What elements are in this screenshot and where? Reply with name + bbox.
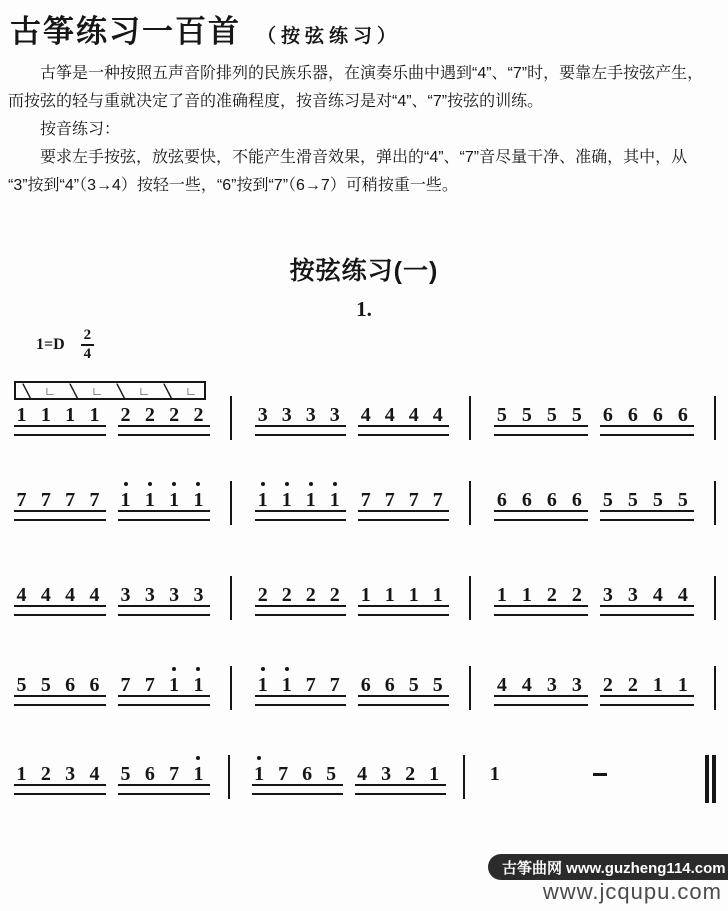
note: 2 [144, 404, 155, 426]
barline [469, 396, 471, 440]
barline [230, 666, 232, 710]
note: 1 [429, 763, 440, 785]
note: 2 [40, 763, 51, 785]
note: 4 [496, 674, 507, 696]
note: 2 [405, 763, 416, 785]
note: 1 [16, 404, 27, 426]
note: 7 [432, 489, 443, 511]
note: 4 [360, 404, 371, 426]
note: 1 [191, 488, 206, 512]
note: 4 [89, 763, 100, 785]
fingering-legend-box [14, 381, 206, 400]
note: 1 [652, 674, 663, 696]
page-subtitle: （按弦练习） [257, 26, 402, 47]
beat-group [358, 403, 445, 427]
note: 2 [602, 674, 613, 696]
note: 1 [327, 488, 342, 512]
note: 1 [303, 488, 318, 512]
beat-group [494, 583, 584, 607]
beat-group [14, 583, 102, 607]
fingering-symbol-icon: ∟ [185, 383, 197, 398]
intro-line: “3”按到“4”（3→4）按轻一些，“6”按到“7”（6→7）可稍按重一些。 [8, 177, 458, 194]
beat-group [255, 673, 342, 697]
note: 4 [16, 584, 27, 606]
fingering-symbol-icon: ∟ [91, 383, 103, 398]
note: 5 [16, 674, 27, 696]
note: 7 [408, 489, 419, 511]
note: 5 [546, 404, 557, 426]
measure [14, 488, 206, 512]
note: 6 [602, 404, 613, 426]
score-system [14, 383, 716, 433]
barline [463, 755, 465, 799]
note: 5 [432, 674, 443, 696]
note: 1 [118, 488, 133, 512]
note: 6 [360, 674, 371, 696]
note: 5 [521, 404, 532, 426]
beat-group [494, 673, 584, 697]
beat-group [487, 762, 577, 786]
measure [14, 583, 206, 607]
note: 6 [89, 674, 100, 696]
note: 5 [120, 763, 131, 785]
note: 6 [652, 404, 663, 426]
note: 5 [571, 404, 582, 426]
note: 7 [40, 489, 51, 511]
note: 6 [546, 489, 557, 511]
final-barline [705, 755, 716, 803]
note: 4 [65, 584, 76, 606]
note: 5 [326, 763, 337, 785]
site-badge [488, 854, 728, 880]
note: 1 [408, 584, 419, 606]
note: 1 [255, 673, 270, 697]
note: 6 [144, 763, 155, 785]
beat-group [118, 488, 206, 512]
note: 4 [521, 674, 532, 696]
note: 6 [677, 404, 688, 426]
note: 1 [521, 584, 532, 606]
note: 1 [252, 762, 267, 786]
note: 3 [329, 404, 340, 426]
note: 4 [432, 404, 443, 426]
note: 1 [40, 404, 51, 426]
watermark-url: www.jcqupu.com [542, 879, 722, 904]
measure [255, 403, 445, 427]
note: 1 [167, 488, 182, 512]
note: 1 [489, 763, 500, 785]
piece-number: 1. [356, 297, 372, 321]
note: 6 [65, 674, 76, 696]
measure [494, 488, 690, 512]
note: 7 [144, 674, 155, 696]
note: 4 [652, 584, 663, 606]
note: 2 [281, 584, 292, 606]
beat-group [358, 488, 445, 512]
note: 1 [191, 762, 206, 786]
measure [494, 403, 690, 427]
note: 1 [16, 763, 27, 785]
note: 5 [40, 674, 51, 696]
beat-group [355, 762, 442, 786]
note: 2 [257, 584, 268, 606]
note: 3 [571, 674, 582, 696]
note: 3 [281, 404, 292, 426]
note: 1 [496, 584, 507, 606]
barline [714, 396, 716, 440]
note: 6 [627, 404, 638, 426]
note: 5 [652, 489, 663, 511]
note: 3 [144, 584, 155, 606]
note: 7 [278, 763, 289, 785]
measure [255, 673, 445, 697]
note: 3 [120, 584, 131, 606]
beat-group [14, 762, 102, 786]
measure [14, 762, 206, 786]
beat-group [118, 403, 206, 427]
key-signature: 1=D [36, 336, 65, 353]
beat-group [14, 403, 102, 427]
note: 1 [167, 673, 182, 697]
note: 7 [305, 674, 316, 696]
note: 7 [120, 674, 131, 696]
beat-group [255, 488, 342, 512]
beat-group [14, 488, 102, 512]
note: 4 [677, 584, 688, 606]
beat-group [600, 583, 690, 607]
measure [14, 383, 206, 427]
intro-line: 而按弦的轻与重就决定了音的准确程度，按音练习是对“4”、“7”按弦的训练。 [8, 93, 544, 110]
note: 3 [627, 584, 638, 606]
note: 6 [496, 489, 507, 511]
note: 5 [408, 674, 419, 696]
page-title: 古筝练习一百首 [10, 14, 241, 49]
note: 3 [257, 404, 268, 426]
note: 7 [89, 489, 100, 511]
fingering-symbol-icon: ╲ [116, 383, 125, 398]
note: 1 [279, 673, 294, 697]
beat-group [255, 403, 342, 427]
fingering-symbol-icon: ∟ [138, 383, 150, 398]
beat-group [358, 583, 445, 607]
note: 7 [169, 763, 180, 785]
beat-group [600, 403, 690, 427]
note: 3 [381, 763, 392, 785]
note: 1 [191, 673, 206, 697]
fingering-symbol-icon: ╲ [69, 383, 78, 398]
note: 5 [627, 489, 638, 511]
beat-group [255, 583, 342, 607]
note: 1 [89, 404, 100, 426]
measure [494, 583, 690, 607]
note: 1 [279, 488, 294, 512]
beat-group [494, 488, 584, 512]
site-badge-text: 古筝曲网 www.guzheng114.com [502, 859, 726, 877]
barline [714, 576, 716, 620]
beat-group [14, 673, 102, 697]
score [14, 0, 716, 911]
note: 1 [360, 584, 371, 606]
barline [230, 396, 232, 440]
note: 3 [193, 584, 204, 606]
note: 1 [65, 404, 76, 426]
measure [255, 583, 445, 607]
beat-group [358, 673, 445, 697]
score-system [14, 762, 716, 792]
note: 7 [16, 489, 27, 511]
beat-group [118, 762, 206, 786]
note: 1 [677, 674, 688, 696]
note: 5 [602, 489, 613, 511]
score-system [14, 673, 716, 703]
note: 7 [384, 489, 395, 511]
barline [469, 666, 471, 710]
beat-group [118, 673, 206, 697]
note: 4 [408, 404, 419, 426]
fingering-symbol-icon: ∟ [44, 383, 56, 398]
intro-line: 要求左手按弦，放弦要快，不能产生滑音效果，弹出的“4”、“7”音尽量干净、准确，其中，从 [40, 149, 688, 166]
measure [255, 488, 445, 512]
note: 5 [496, 404, 507, 426]
note: 2 [120, 404, 131, 426]
time-signature-denominator: 4 [83, 346, 92, 362]
barline [230, 481, 232, 525]
note: 4 [357, 763, 368, 785]
note: 4 [384, 404, 395, 426]
barline [228, 755, 230, 799]
beat-group [600, 673, 690, 697]
note: 6 [571, 489, 582, 511]
note: 3 [169, 584, 180, 606]
intro-line: 按音练习： [40, 121, 121, 138]
barline [469, 481, 471, 525]
note: 1 [255, 488, 270, 512]
note: 6 [384, 674, 395, 696]
note: 3 [602, 584, 613, 606]
score-system [14, 583, 716, 613]
exercise-section-title: 按弦练习(一) [289, 257, 439, 285]
note: 7 [329, 674, 340, 696]
note: 4 [89, 584, 100, 606]
measure [14, 673, 206, 697]
sustain-dash [593, 773, 607, 776]
fingering-symbol-icon: ╲ [163, 383, 172, 398]
barline [714, 666, 716, 710]
note: 1 [142, 488, 157, 512]
note: 6 [302, 763, 313, 785]
barline [230, 576, 232, 620]
beat-group [600, 488, 690, 512]
note: 2 [571, 584, 582, 606]
fingering-symbol-icon: ╲ [23, 383, 31, 398]
beat-group [494, 403, 584, 427]
note: 3 [65, 763, 76, 785]
measure [487, 762, 683, 786]
intro-line: 古筝是一种按照五声音阶排列的民族乐器，在演奏乐曲中遇到“4”、“7”时，要靠左手按弦产生， [40, 65, 704, 82]
beat-group [252, 762, 339, 786]
note: 3 [546, 674, 557, 696]
note: 1 [384, 584, 395, 606]
barline [714, 481, 716, 525]
note: 6 [521, 489, 532, 511]
note: 5 [677, 489, 688, 511]
note: 4 [40, 584, 51, 606]
note: 7 [65, 489, 76, 511]
score-system [14, 488, 716, 518]
beat-group [593, 762, 683, 786]
barline [469, 576, 471, 620]
measure [252, 762, 442, 786]
measure [494, 673, 690, 697]
note: 2 [329, 584, 340, 606]
note: 3 [305, 404, 316, 426]
note: 2 [169, 404, 180, 426]
note: 7 [360, 489, 371, 511]
beat-group [118, 583, 206, 607]
note: 2 [193, 404, 204, 426]
time-signature-numerator: 2 [81, 328, 95, 346]
note: 2 [627, 674, 638, 696]
note: 2 [305, 584, 316, 606]
note: 1 [432, 584, 443, 606]
note: 2 [546, 584, 557, 606]
